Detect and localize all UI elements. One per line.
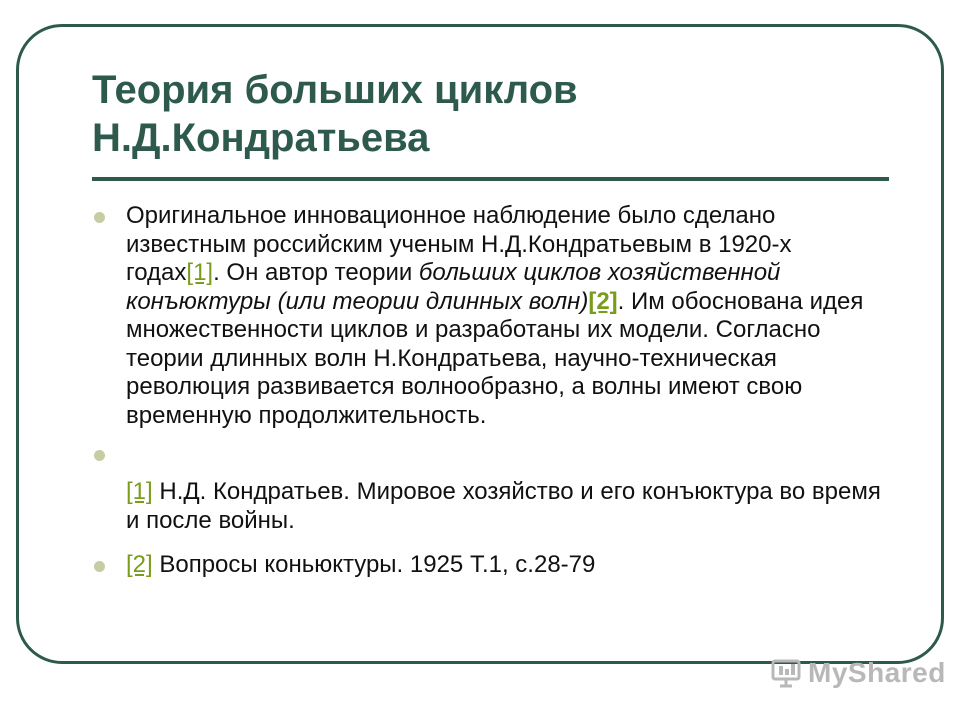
presentation-board-icon [770,657,802,689]
body-text-3: . Им обоснована идея множественности циклов и разработаны их модели. Согласно теории длинных волн Н.Кондратьева, научно-техническая революция развивается волнообразно, а волны имеют свою временную продолжительность. [126,287,864,429]
body-text-1: Оригинальное инновационное наблюдение было сделано известным российским ученым Н.Д.Кондратьевым в 1920-х годах [126,202,792,286]
bullet-dot-icon [94,212,105,223]
ref1-text: Н.Д. Кондратьев. Мировое хозяйство и его конъюктура во время и после войны. [126,478,881,534]
ref2-inline-link[interactable]: [2] [588,287,618,315]
slide-content [126,202,886,580]
bullet-dot-icon [94,450,105,461]
watermark-logo [770,655,946,691]
body-text-2: . Он автор теории [213,259,419,286]
bullet-dot-icon [94,561,105,572]
title-underline [92,177,889,181]
empty-bullet-item [126,440,886,468]
ref2-text: Вопросы коньюктуры. 1925 Т.1, с.28-79 [152,551,596,578]
reference-item-1 [126,478,886,535]
title-line-1: Теория больших циклов [92,68,578,112]
title-line-2: Н.Д.Кондратьева [92,116,430,160]
slide-title [92,66,892,162]
ref2-footnote-link[interactable]: [2] [126,551,153,578]
main-bullet-item [126,202,886,430]
reference-item-2 [126,551,886,580]
ref1-footnote-link[interactable]: [1] [126,478,153,505]
ref1-inline-link[interactable]: [1] [186,259,214,286]
watermark-text: MyShared [808,657,946,688]
body-italic-text: больших циклов хозяйственной конъюктуры (или теории длинных волн) [126,259,781,315]
